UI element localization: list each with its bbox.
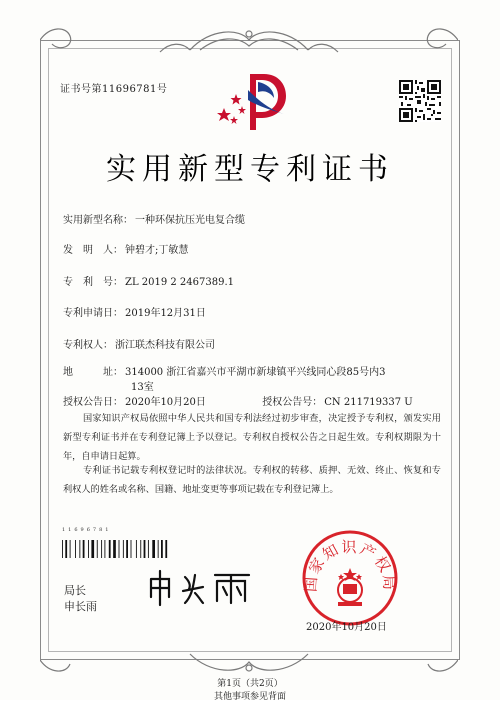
address-label: 地 址： (63, 367, 123, 378)
grant-date-value: 2020年10月20日 (125, 397, 206, 408)
cnipa-logo-icon (212, 70, 292, 132)
signature-name: 申长雨 (64, 600, 97, 613)
seal-date: 2020年10月20日 (306, 622, 387, 633)
footnote: 其他事项参见背面 (213, 692, 286, 702)
barcode-bar (148, 540, 149, 558)
barcode-bar (136, 540, 137, 558)
bottom-ornament (40, 648, 458, 678)
filing-date-value: 2019年12月31日 (125, 308, 206, 319)
barcode-bar (65, 540, 67, 558)
barcode-bar (158, 540, 159, 558)
patent-number-value: ZL 2019 2 2467389.1 (125, 277, 235, 288)
barcode-bar (131, 540, 132, 558)
grant-statement-paragraph: 国家知识产权局依照中华人民共和国专利法经过初步审查，决定授予专利权，颁发实用新型专利证书并在专利登记簿上予以登记。专利权自授权公告之日起生效。专利权期限为十年，自申请日起算。 (63, 413, 441, 462)
barcode-bar (104, 540, 105, 558)
filing-date-label: 专利申请日： (63, 308, 123, 319)
barcode-bar (101, 540, 102, 558)
utility-model-name-label: 实用新型名称： (63, 215, 133, 226)
certificate-number: 证书号第11696781号 (60, 84, 168, 95)
address-row (63, 363, 385, 378)
barcode-bar (109, 540, 111, 558)
barcode-bar (119, 540, 120, 558)
barcode-bar (83, 540, 85, 558)
barcode-bar (152, 540, 155, 558)
barcode-bar (123, 540, 124, 558)
patentee-value: 浙江联杰科技有限公司 (115, 340, 215, 351)
barcode-bar (91, 540, 94, 558)
barcode-bar (75, 540, 76, 558)
utility-model-name-value: 一种环保抗压光电复合缆 (135, 215, 245, 226)
barcode-bar (165, 540, 167, 558)
barcode-bar (97, 540, 98, 558)
grant-row (63, 393, 413, 408)
patentee-label: 专利权人： (63, 340, 113, 351)
barcode-bar (88, 540, 89, 558)
inventor-value: 钟碧才;丁敏慧 (125, 245, 189, 256)
barcode-bar (144, 540, 146, 558)
top-ornament (40, 22, 458, 62)
utility-model-name-row (63, 211, 245, 226)
inventor-label: 发 明 人： (63, 245, 123, 256)
legal-status-paragraph: 专利证书记载专利权登记时的法律状况。专利权的转移、质押、无效、终止、恢复和专利权人的姓名或名称、国籍、地址变更等事项记载在专利登记簿上。 (63, 465, 441, 495)
page-number: 第1页（共2页） (217, 679, 283, 689)
barcode-bar (161, 540, 163, 558)
barcode-bar (79, 540, 80, 558)
grant-number-value: CN 211719337 U (324, 397, 413, 408)
grant-number-label: 授权公告号： (262, 397, 323, 408)
barcode-bar (140, 540, 141, 558)
address-value-line1: 314000 浙江省嘉兴市平湖市新埭镇平兴线同心段85号内3 (125, 367, 386, 378)
patentee-row (63, 336, 215, 351)
barcode-number: 11696781 (62, 527, 112, 533)
barcode (62, 540, 202, 558)
official-seal (300, 528, 400, 628)
grant-date-label: 授权公告日： (63, 397, 123, 408)
inventor-row (63, 241, 188, 256)
address-value-line2: 13室 (131, 382, 154, 393)
signature-title: 局长 (64, 584, 86, 597)
barcode-bar (62, 540, 63, 558)
certificate-title: 实用新型专利证书 (106, 152, 394, 187)
patent-number-row (63, 273, 234, 288)
seal-text: 国家知识产权局 (301, 538, 399, 593)
filing-date-row (63, 304, 206, 319)
handwritten-signature (145, 567, 255, 607)
qr-code (399, 80, 441, 122)
barcode-bar (113, 540, 116, 558)
barcode-bar (70, 540, 71, 558)
barcode-bar (126, 540, 128, 558)
patent-number-label: 专 利 号： (63, 277, 123, 288)
